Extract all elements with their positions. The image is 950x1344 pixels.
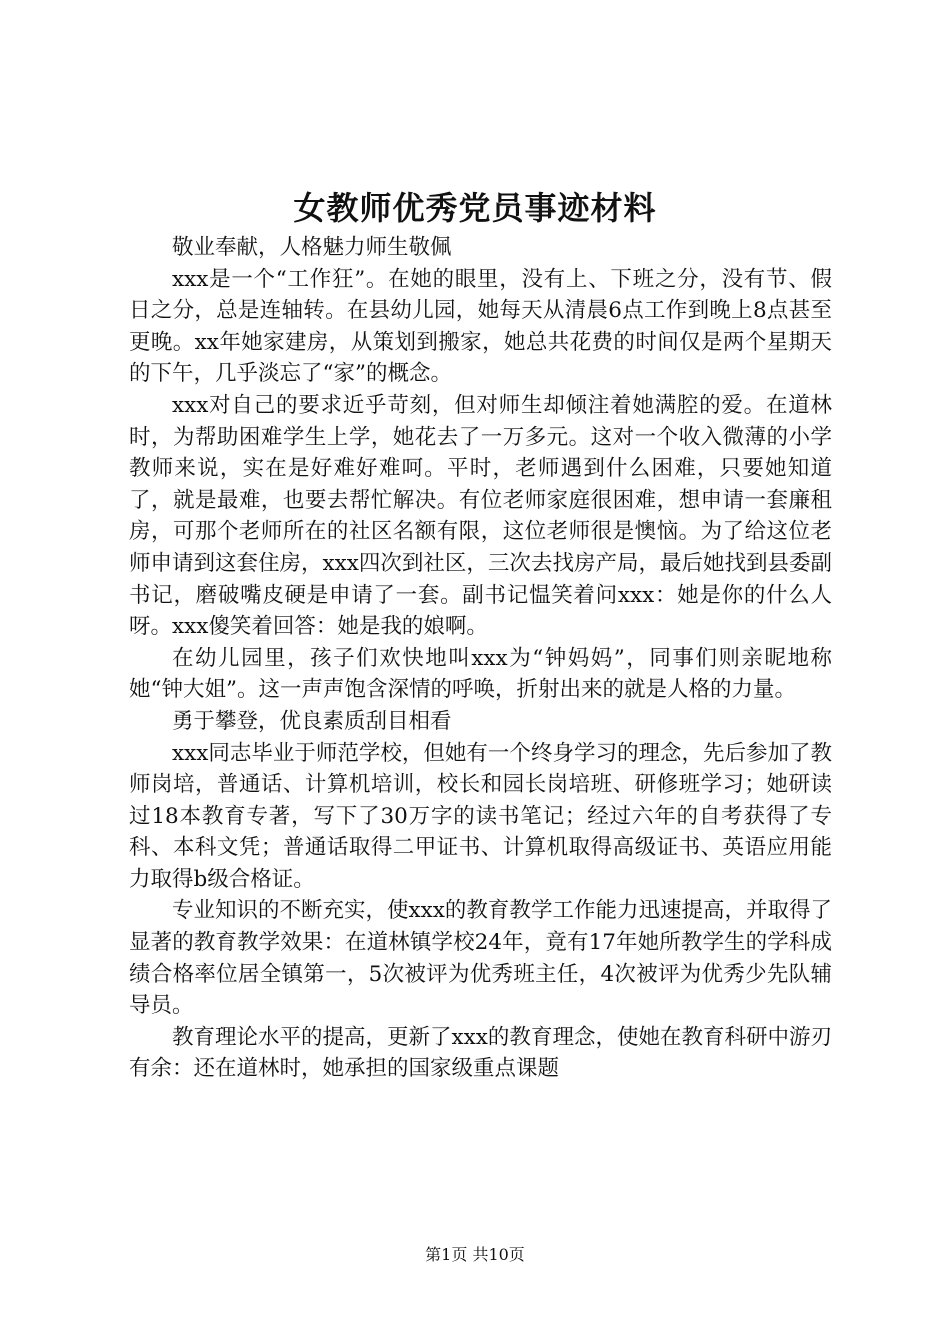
- document-body: [129, 232, 832, 1085]
- paragraph: 在幼儿园里，孩子们欢快地叫xxx为“钟妈妈”，同事们则亲昵地称她“钟大姐”。这一声声饱含深情的呼唤，折射出来的就是人格的力量。: [129, 645, 832, 703]
- section-heading: 敬业奉献，人格魅力师生敬佩: [172, 235, 452, 260]
- paragraph: xxx同志毕业于师范学校，但她有一个终身学习的理念，先后参加了教师岗培，普通话、计算机培训，校长和园长岗培班、研修班学习；她研读过18本教育专著，写下了30万字的读书笔记；经过六年的自考获得了专科、本科文凭；普通话取得二甲证书、计算机取得高级证书、英语应用能力取得b级合格证。: [129, 740, 832, 892]
- document-title: 女教师优秀党员事迹材料: [293, 189, 657, 227]
- paragraph: 教育理论水平的提高，更新了xxx的教育理念，使她在教育科研中游刃有余：还在道林时，她承担的国家级重点课题: [129, 1024, 832, 1082]
- section-heading: 勇于攀登，优良素质刮目相看: [172, 708, 452, 734]
- paragraph: xxx对自己的要求近乎苛刻，但对师生却倾注着她满腔的爱。在道林时，为帮助困难学生上学，她花去了一万多元。这对一个收入微薄的小学教师来说，实在是好难好难呵。平时，老师遇到什么困难，只要她知道了，就是最难，也要去帮忙解决。有位老师家庭很困难，想申请一套廉租房，可那个老师所在的社区名额有限，这位老师很是懊恼。为了给这位老师申请到这套住房，xxx四次到社区，三次去找房产局，最后她找到县委副书记，磨破嘴皮硬是申请了一套。副书记愠笑着问xxx：她是你的什么人呀。xxx傻笑着回答：她是我的娘啊。: [129, 392, 832, 640]
- paragraph: xxx是一个“工作狂”。在她的眼里，没有上、下班之分，没有节、假日之分，总是连轴转。在县幼儿园，她每天从清晨6点工作到晚上8点甚至更晚。xx年她家建房，从策划到搬家，她总共花费的时间仅是两个星期天的下午，几乎淡忘了“家”的概念。: [129, 266, 832, 387]
- page-footer: 第1页 共10页: [425, 1245, 525, 1264]
- paragraph: 专业知识的不断充实，使xxx的教育教学工作能力迅速提高，并取得了显著的教育教学效果：在道林镇学校24年，竟有17年她所教学生的学科成绩合格率位居全镇第一，5次被评为优秀班主任，4次被评为优秀少先队辅导员。: [129, 898, 832, 1019]
